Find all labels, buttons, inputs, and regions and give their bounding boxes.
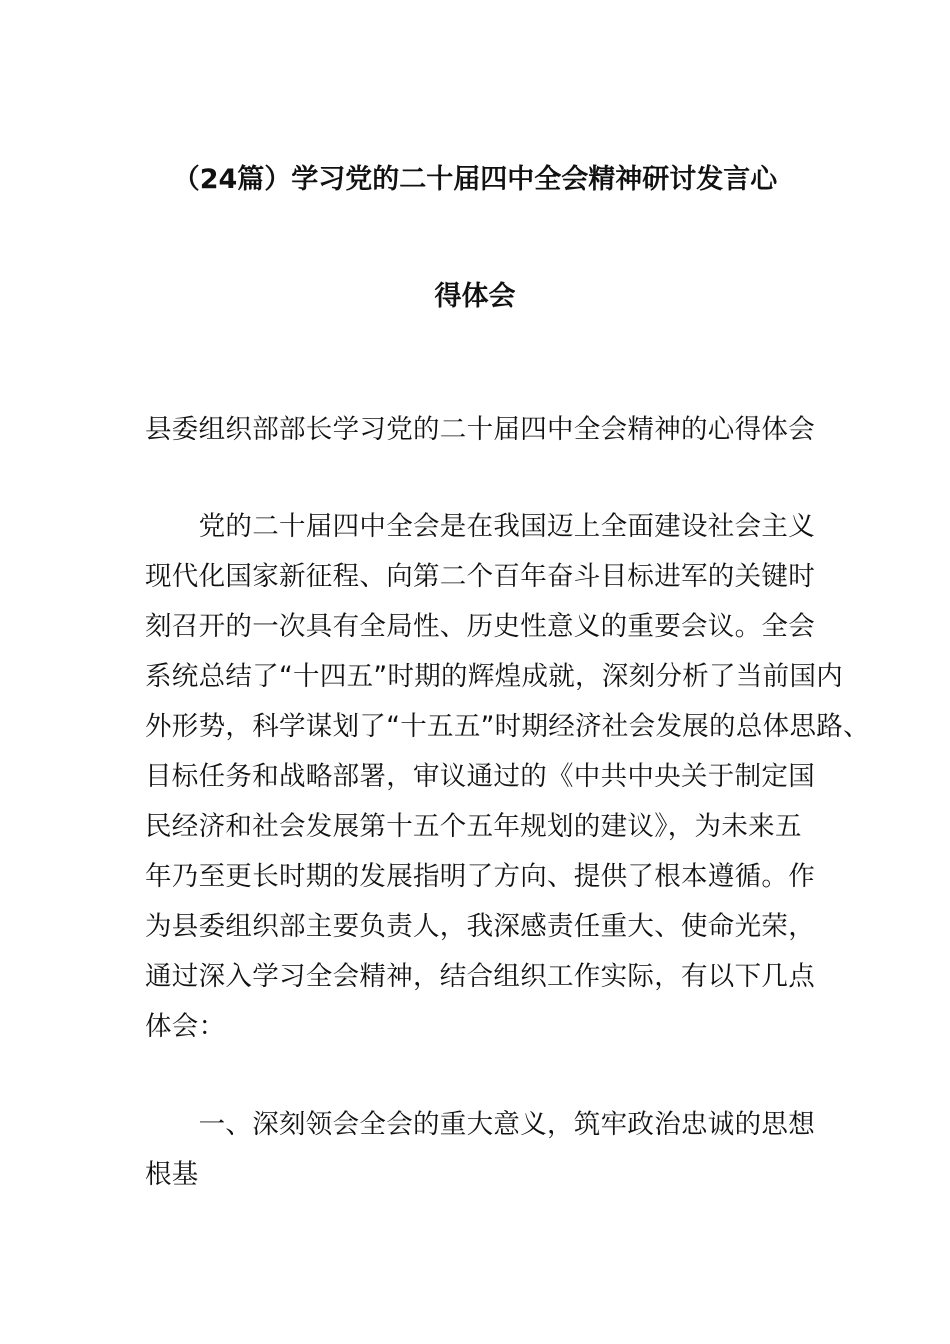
paragraph-line: 外形势，科学谋划了“十五五”时期经济社会发展的总体思路、 xyxy=(145,711,870,742)
paragraph-line: 年乃至更长时期的发展指明了方向、提供了根本遵循。作 xyxy=(145,861,815,892)
document-title-line-2: 得体会 xyxy=(434,281,516,312)
paragraph-line: 刻召开的一次具有全局性、历史性意义的重要会议。全会 xyxy=(145,611,815,642)
heading-line: 根基 xyxy=(145,1159,199,1190)
paragraph-line: 为县委组织部主要负责人，我深感责任重大、使命光荣， xyxy=(145,911,815,942)
paragraph-line: 现代化国家新征程、向第二个百年奋斗目标进军的关键时 xyxy=(145,561,815,592)
paragraph-line: 系统总结了“十四五”时期的辉煌成就，深刻分析了当前国内 xyxy=(145,661,844,692)
subtitle: 县委组织部部长学习党的二十届四中全会精神的心得体会 xyxy=(145,414,815,445)
paragraph-line: 体会： xyxy=(145,1011,226,1042)
heading-line: 一、深刻领会全会的重大意义，筑牢政治忠诚的思想 xyxy=(145,1109,815,1140)
paragraph-line: 民经济和社会发展第十五个五年规划的建议》，为未来五 xyxy=(145,811,802,842)
document-title-line-1: （24篇）学习党的二十届四中全会精神研讨发言心 xyxy=(172,164,778,195)
paragraph-line: 党的二十届四中全会是在我国迈上全面建设社会主义 xyxy=(145,511,815,542)
paragraph-line: 通过深入学习全会精神，结合组织工作实际，有以下几点 xyxy=(145,961,815,992)
paragraph-line: 目标任务和战略部署，审议通过的《中共中央关于制定国 xyxy=(145,761,815,792)
